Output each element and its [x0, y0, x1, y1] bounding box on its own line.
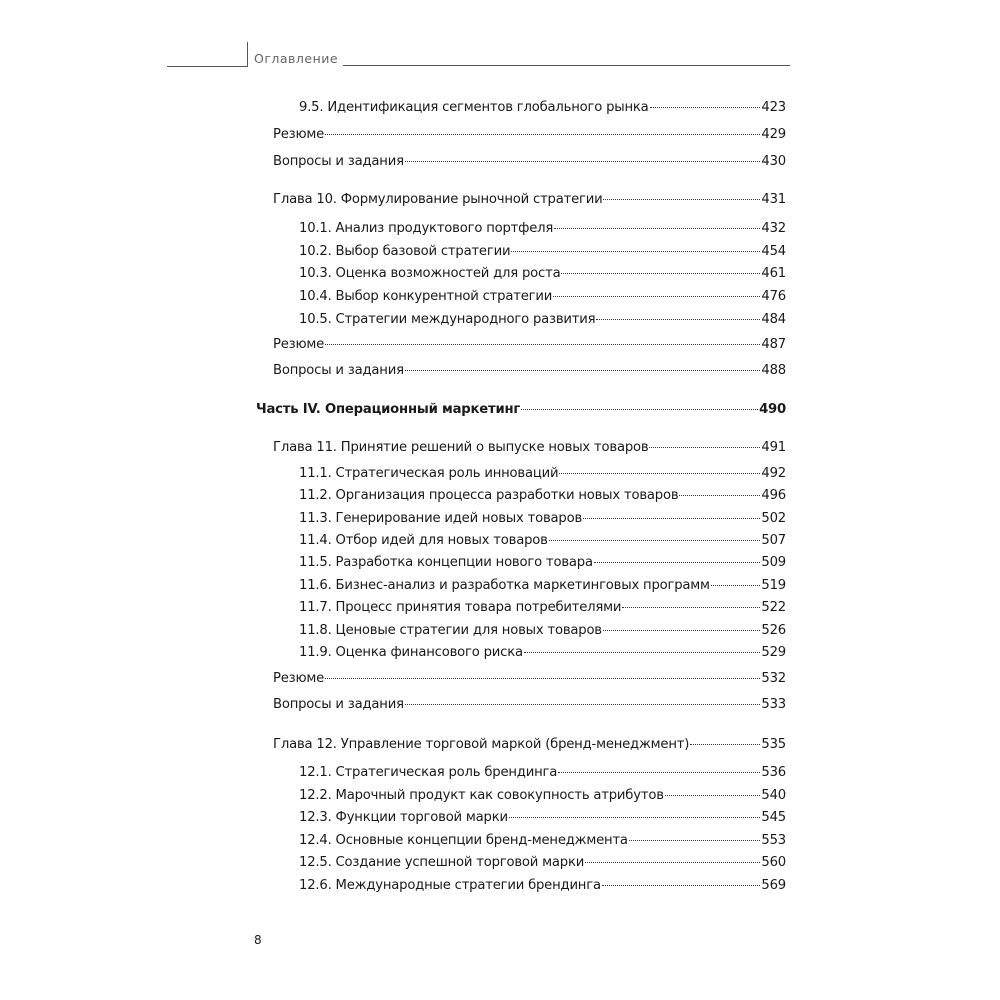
toc-entry-page: 522 [761, 600, 786, 615]
toc-entry-title: 10.2. Выбор базовой стратегии [299, 244, 511, 259]
dot-leader [585, 862, 760, 863]
toc-entry [273, 126, 786, 144]
toc-entry-page: 487 [761, 337, 786, 352]
toc-entry-page: 560 [761, 855, 786, 870]
toc-entry-page: 476 [761, 289, 786, 304]
toc-entry-page: 484 [761, 312, 786, 327]
dot-leader [622, 607, 760, 608]
toc-entry-page: 545 [761, 810, 786, 825]
toc-entry [299, 243, 786, 261]
toc-entry-title: 9.5. Идентификация сегментов глобального рынка [299, 100, 649, 115]
toc-entry [299, 764, 786, 782]
toc-entry-title: 12.6. Международные стратегии брендинга [299, 878, 601, 893]
dot-leader [649, 447, 760, 448]
toc-entry [299, 832, 786, 850]
header-rule-right [343, 65, 790, 66]
toc-entry-title: 12.2. Марочный продукт как совокупность атрибутов [299, 788, 664, 803]
toc-entry [299, 99, 786, 117]
dot-leader [561, 273, 760, 274]
header-rule-left [167, 66, 247, 67]
toc-entry-title: Вопросы и задания [273, 154, 404, 169]
toc-entry-title: 12.1. Стратегическая роль брендинга [299, 765, 558, 780]
toc-entry-page: 432 [761, 221, 786, 236]
toc-entry-title: 12.4. Основные концепции бренд-менеджмента [299, 833, 628, 848]
toc-entry-page: 535 [761, 737, 786, 752]
toc-entry-title: 12.5. Создание успешной торговой марки [299, 855, 585, 870]
toc-entry [273, 670, 786, 688]
toc-entry [299, 288, 786, 306]
toc-entry-title: Вопросы и задания [273, 363, 404, 378]
toc-entry-title: 11.7. Процесс принятия товара потребителями [299, 600, 622, 615]
toc-entry [299, 465, 786, 483]
dot-leader [559, 473, 760, 474]
dot-leader [603, 630, 761, 631]
toc-entry [299, 220, 786, 238]
toc-entry-title: Резюме [273, 337, 325, 352]
dot-leader [405, 161, 761, 162]
toc-entry [299, 487, 786, 505]
toc-entry-title: 12.3. Функции торговой марки [299, 810, 508, 825]
toc-entry-page: 429 [761, 127, 786, 142]
dot-leader [596, 319, 760, 320]
toc-entry-title: Резюме [273, 127, 325, 142]
dot-leader [325, 344, 760, 345]
toc-entry [273, 191, 786, 209]
toc-entry-page: 423 [761, 100, 786, 115]
toc-entry [299, 265, 786, 283]
toc-entry-title: Глава 10. Формулирование рыночной стратегии [273, 192, 603, 207]
toc-entry [299, 554, 786, 572]
toc-entry [299, 809, 786, 827]
dot-leader [524, 652, 761, 653]
dot-leader [554, 228, 760, 229]
toc-entry [273, 696, 786, 714]
toc-entry-title: 11.1. Стратегическая роль инноваций [299, 466, 559, 481]
toc-entry [299, 311, 786, 329]
page-number: 8 [254, 933, 262, 947]
dot-leader [594, 562, 761, 563]
toc-entry-title: Глава 11. Принятие решений о выпуске новых товаров [273, 440, 649, 455]
dot-leader [511, 251, 760, 252]
toc-entry-page: 526 [761, 623, 786, 638]
toc-entry-title: 10.1. Анализ продуктового портфеля [299, 221, 554, 236]
toc-entry [273, 153, 786, 171]
toc-entry-page: 529 [761, 645, 786, 660]
toc-entry-title: Вопросы и задания [273, 697, 404, 712]
toc-entry-page: 509 [761, 555, 786, 570]
toc-entry [299, 577, 786, 595]
toc-entry-page: 490 [759, 402, 786, 417]
toc-entry-page: 536 [761, 765, 786, 780]
toc-entry-page: 461 [761, 266, 786, 281]
toc-entry-page: 431 [761, 192, 786, 207]
dot-leader [549, 540, 761, 541]
toc-entry [273, 362, 786, 380]
dot-leader [325, 678, 760, 679]
toc-entry [299, 877, 786, 895]
toc-entry-page: 507 [761, 533, 786, 548]
toc-entry [299, 510, 786, 528]
dot-leader [629, 840, 761, 841]
toc-entry-page: 454 [761, 244, 786, 259]
toc-entry [299, 854, 786, 872]
toc-entry-page: 488 [761, 363, 786, 378]
dot-leader [521, 409, 758, 410]
toc-entry-title: 11.8. Ценовые стратегии для новых товаров [299, 623, 602, 638]
toc-entry [273, 336, 786, 354]
toc-entry-title: 10.4. Выбор конкурентной стратегии [299, 289, 553, 304]
dot-leader [325, 134, 760, 135]
toc-entry-page: 540 [761, 788, 786, 803]
dot-leader [679, 495, 760, 496]
dot-leader [405, 704, 761, 705]
toc-entry-page: 519 [761, 578, 786, 593]
dot-leader [553, 296, 760, 297]
toc-entry-page: 492 [761, 466, 786, 481]
toc-entry [273, 736, 786, 754]
toc-entry-title: 11.3. Генерирование идей новых товаров [299, 511, 583, 526]
header-divider [247, 42, 248, 67]
toc-entry-title: 11.6. Бизнес-анализ и разработка маркетинговых программ [299, 578, 710, 593]
toc-entry-page: 430 [761, 154, 786, 169]
toc-entry-title: 11.5. Разработка концепции нового товара [299, 555, 593, 570]
toc-entry-title: 11.9. Оценка финансового риска [299, 645, 523, 660]
toc-entry [299, 532, 786, 550]
dot-leader [690, 744, 760, 745]
toc-entry-title: 10.5. Стратегии международного развития [299, 312, 596, 327]
toc-entry [299, 644, 786, 662]
dot-leader [509, 817, 761, 818]
toc-entry-title: 10.3. Оценка возможностей для роста [299, 266, 561, 281]
toc-entry [299, 622, 786, 640]
dot-leader [602, 885, 761, 886]
toc-entry-page: 553 [761, 833, 786, 848]
toc-entry-title: Часть IV. Операционный маркетинг [256, 402, 521, 417]
dot-leader [603, 199, 760, 200]
dot-leader [405, 370, 761, 371]
dot-leader [650, 107, 761, 108]
toc-entry-page: 569 [761, 878, 786, 893]
dot-leader [583, 518, 760, 519]
toc-entry [299, 787, 786, 805]
toc-entry-title: Резюме [273, 671, 325, 686]
toc-entry-page: 496 [761, 488, 786, 503]
toc-entry-page: 502 [761, 511, 786, 526]
toc-entry-title: Глава 12. Управление торговой маркой (бренд-менеджмент) [273, 737, 690, 752]
toc-entry [273, 439, 786, 457]
toc-entry-page: 532 [761, 671, 786, 686]
dot-leader [558, 772, 760, 773]
toc-part-entry [256, 401, 786, 419]
dot-leader [665, 795, 761, 796]
toc-entry-title: 11.4. Отбор идей для новых товаров [299, 533, 548, 548]
toc-entry [299, 599, 786, 617]
toc-entry-page: 533 [761, 697, 786, 712]
toc-entry-page: 491 [761, 440, 786, 455]
toc-entry-title: 11.2. Организация процесса разработки новых товаров [299, 488, 679, 503]
running-header: Оглавление [254, 51, 339, 66]
dot-leader [711, 585, 761, 586]
